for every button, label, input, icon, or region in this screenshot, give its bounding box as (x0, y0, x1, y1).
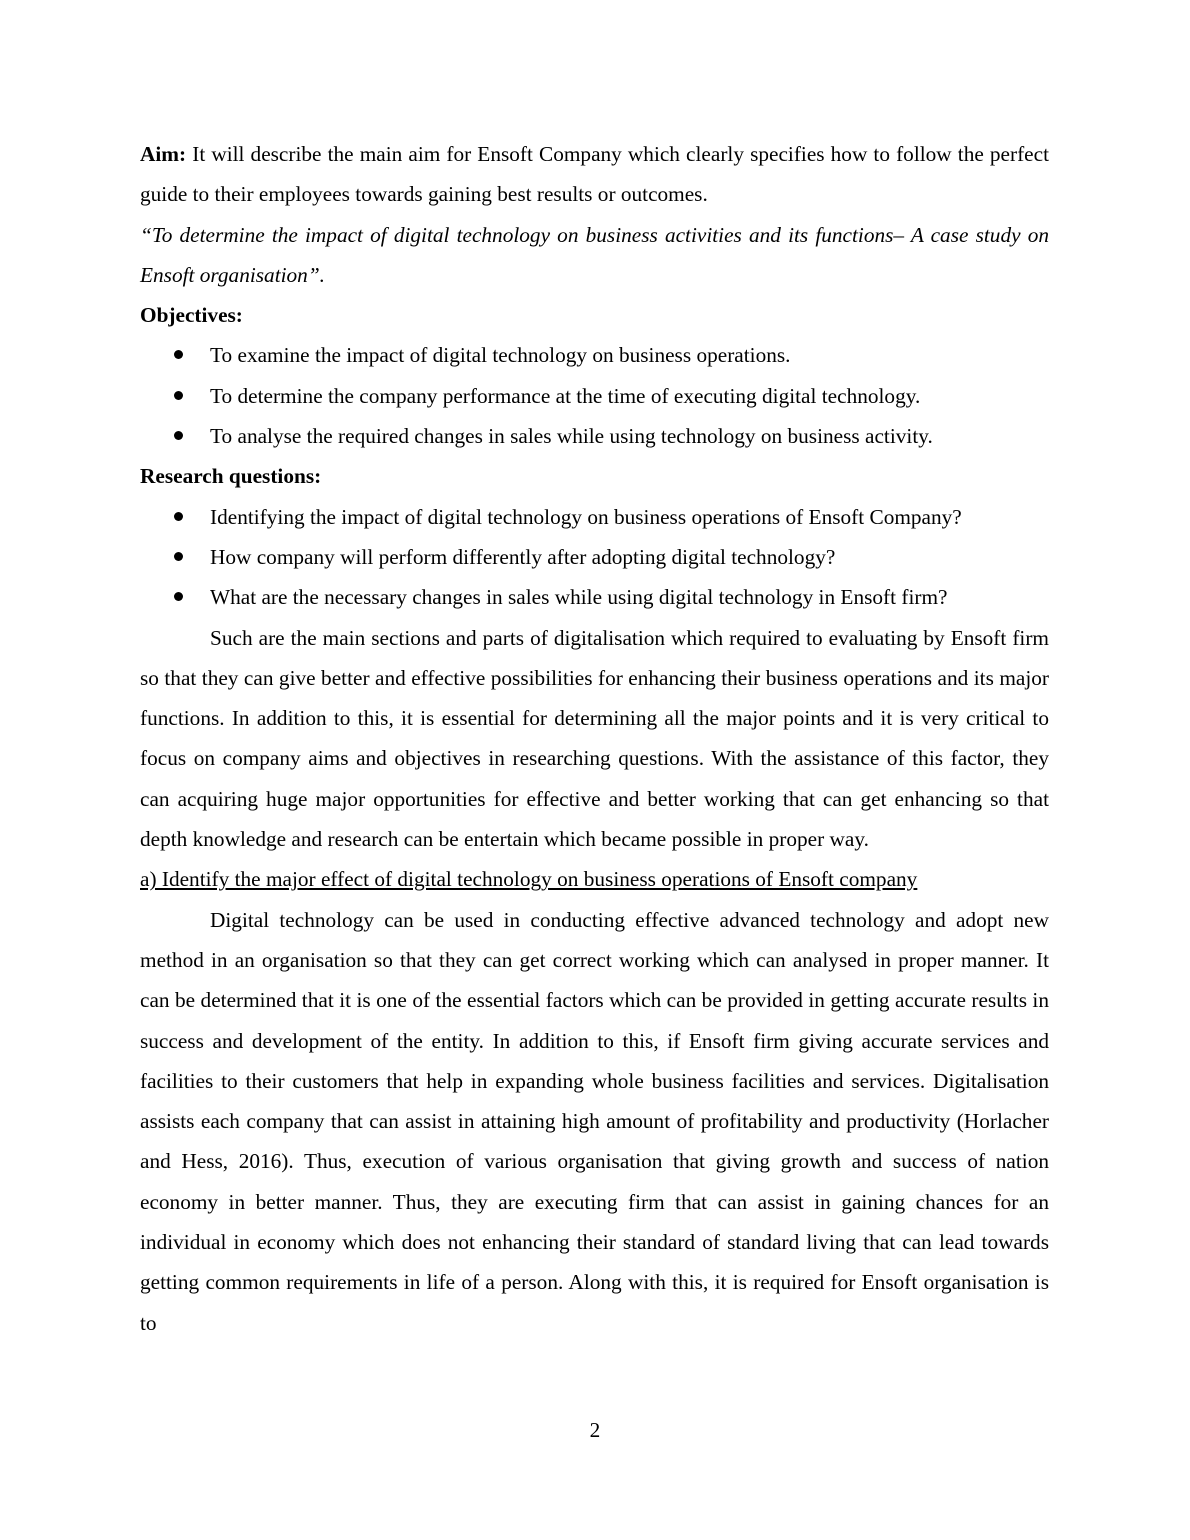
document-page (140, 134, 1049, 1343)
list-item (140, 497, 1049, 537)
bullet-icon (174, 391, 183, 400)
list-item-text: Identifying the impact of digital technology on business operations of Ensoft Company? (210, 504, 962, 529)
list-item-text: To analyse the required changes in sales while using technology on business activity. (210, 424, 933, 449)
objectives-list (140, 335, 1049, 456)
list-item-text: How company will perform differently after adopting digital technology? (210, 544, 836, 569)
aim-label: Aim: (140, 142, 187, 166)
page-number: 2 (589, 1418, 601, 1442)
list-item-text: To examine the impact of digital technology on business operations. (210, 343, 791, 368)
list-item (140, 335, 1049, 375)
summary-paragraph: Such are the main sections and parts of digitalisation which required to evaluating by Ensoft firm so that they can give better and effective possibilities for enhancing their business operations and its major functions. In addition to this, it is essential for determining all the major points and it is very critical to focus on company aims and objectives in researching questions. With the assistance of this factor, they can acquiring huge major opportunities for effective and better working that can get enhancing so that depth knowledge and research can be entertain which became possible in proper way. (140, 625, 1049, 852)
list-item (140, 416, 1049, 456)
bullet-icon (174, 592, 183, 601)
objectives-heading: Objectives: (140, 303, 243, 328)
aim-text: It will describe the main aim for Ensoft Company which clearly specifies how to follow the perfect guide to their employees towards gaining best results or outcomes. (140, 142, 1049, 207)
list-item (140, 376, 1049, 416)
aim-paragraph (140, 134, 1049, 215)
bullet-icon (174, 431, 183, 440)
list-item-text: What are the necessary changes in sales while using digital technology in Ensoft firm? (210, 585, 948, 610)
aim-quote: “To determine the impact of digital technology on business activities and its functions– A case study on Ensoft organisation”. (140, 222, 1049, 287)
section-a-paragraph: Digital technology can be used in conducting effective advanced technology and adopt new method in an organisation so that they can get correct working which can analysed in proper manner. It can be determined that it is one of the essential factors which can be provided in getting accurate results in success and development of the entity. In addition to this, if Ensoft firm giving accurate services and facilities to their customers that help in expanding whole business facilities and services. Digitalisation assists each company that can assist in attaining high amount of profitability and productivity (Horlacher and Hess, 2016). Thus, execution of various organisation that giving growth and success of nation economy in better manner. Thus, they are executing firm that can assist in gaining chances for an individual in economy which does not enhancing their standard of standard living that can lead towards getting common requirements in life of a person. Along with this, it is required for Ensoft organisation is to (140, 907, 1049, 1335)
research-questions-heading: Research questions: (140, 464, 322, 489)
list-item-text: To determine the company performance at the time of executing digital technology. (210, 383, 921, 408)
bullet-icon (174, 552, 183, 561)
bullet-icon (174, 350, 183, 359)
section-a-heading: a) Identify the major effect of digital technology on business operations of Ensoft company (140, 867, 918, 892)
research-questions-list (140, 497, 1049, 618)
bullet-icon (174, 512, 183, 521)
list-item (140, 577, 1049, 617)
list-item (140, 537, 1049, 577)
